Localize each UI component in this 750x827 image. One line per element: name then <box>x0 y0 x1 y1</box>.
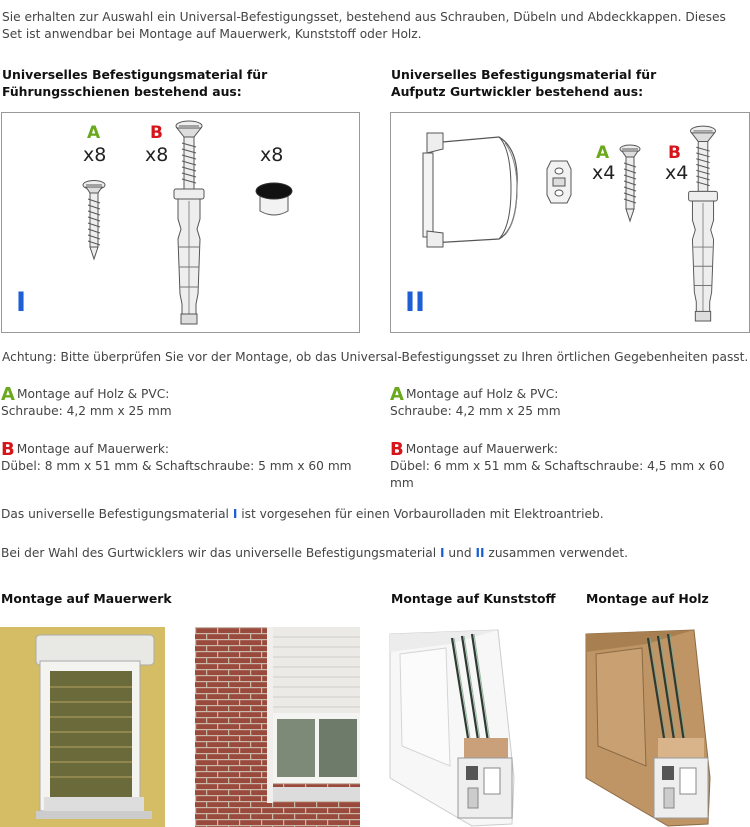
wood-screw-icon <box>617 143 643 223</box>
spec-b-title: Montage auf Mauerwerk: <box>405 442 559 456</box>
label-b: B <box>150 123 163 143</box>
heading-plastic: Montage auf Kunststoff <box>391 591 556 606</box>
usage-line-1-pre: Das universelle Befestigungsmaterial <box>1 507 233 521</box>
left-heading-line2: Führungsschienen bestehend aus: <box>2 84 242 99</box>
qty-b: x8 <box>145 144 169 166</box>
usage-line-2 <box>1 545 628 562</box>
left-panel-heading <box>2 66 267 100</box>
qty-a: x8 <box>83 144 107 166</box>
right-heading-line2: Aufputz Gurtwickler bestehend aus: <box>391 84 644 99</box>
mark-ii: II <box>475 546 485 560</box>
fastener-set-i-box <box>1 112 360 333</box>
wood-screw-icon <box>80 179 108 261</box>
spec-b-detail: Dübel: 6 mm x 51 mm & Schaftschraube: 4,5 mm x 60 mm <box>390 459 725 490</box>
usage-line-2-pre: Bei der Wahl des Gurtwicklers wir das universelle Befestigungsmaterial <box>1 546 440 560</box>
plastic-profile-photo <box>388 628 528 827</box>
intro-text: Sie erhalten zur Auswahl ein Universal-Befestigungsset, bestehend aus Schrauben, Dübeln und Abdeckkappen. Dieses Set ist anwendbar bei Montage auf Mauerwerk, Kunststoff oder Holz. <box>2 10 726 41</box>
label-a: A <box>596 143 610 163</box>
roman-i: I <box>16 287 27 318</box>
masonry-window-photo <box>0 627 165 827</box>
spec-letter-a: A <box>390 384 404 405</box>
label-a: A <box>87 123 101 143</box>
spec-b-detail: Dübel: 8 mm x 51 mm & Schaftschraube: 5 mm x 60 mm <box>1 459 352 473</box>
brick-window-photo <box>195 627 360 827</box>
belt-winder-icon <box>421 131 526 249</box>
mark-i: I <box>440 546 445 560</box>
spec-letter-b: B <box>1 439 15 460</box>
right-heading-line1: Universelles Befestigungsmaterial für <box>391 67 657 82</box>
usage-line-1 <box>1 506 604 523</box>
qty-a: x4 <box>592 162 616 184</box>
notice-text: Achtung: Bitte überprüfen Sie vor der Montage, ob das Universal-Befestigungsset zu Ihren örtlichen Gegebenheiten passt. <box>2 350 749 364</box>
qty-cap: x8 <box>260 144 284 166</box>
dowel-screw-icon <box>164 119 214 329</box>
spec-b-title: Montage auf Mauerwerk: <box>16 442 170 456</box>
specs-left <box>1 386 381 475</box>
mounting-clip-icon <box>545 159 573 205</box>
spec-letter-a: A <box>1 384 15 405</box>
usage-line-2-mid: und <box>444 546 476 560</box>
heading-wood: Montage auf Holz <box>586 591 709 606</box>
left-heading-line1: Universelles Befestigungsmaterial für <box>2 67 268 82</box>
wood-profile-photo <box>584 628 724 827</box>
right-panel-heading <box>391 66 656 100</box>
label-b: B <box>668 143 681 163</box>
specs-right <box>390 386 748 492</box>
heading-masonry: Montage auf Mauerwerk <box>1 591 172 606</box>
cover-cap-icon <box>252 177 296 219</box>
usage-line-1-post: ist vorgesehen für einen Vorbaurolladen mit Elektroantrieb. <box>237 507 604 521</box>
spec-a-title: Montage auf Holz & PVC: <box>16 387 170 401</box>
usage-line-2-post: zusammen verwendet. <box>484 546 629 560</box>
mark-i: I <box>232 507 238 521</box>
spec-a-title: Montage auf Holz & PVC: <box>405 387 559 401</box>
roman-ii: II <box>405 287 426 318</box>
qty-b: x4 <box>665 162 689 184</box>
spec-letter-b: B <box>390 439 404 460</box>
spec-a-detail: Schraube: 4,2 mm x 25 mm <box>390 404 561 418</box>
dowel-screw-icon <box>679 121 727 329</box>
spec-a-detail: Schraube: 4,2 mm x 25 mm <box>1 404 172 418</box>
fastener-set-ii-box <box>390 112 750 333</box>
